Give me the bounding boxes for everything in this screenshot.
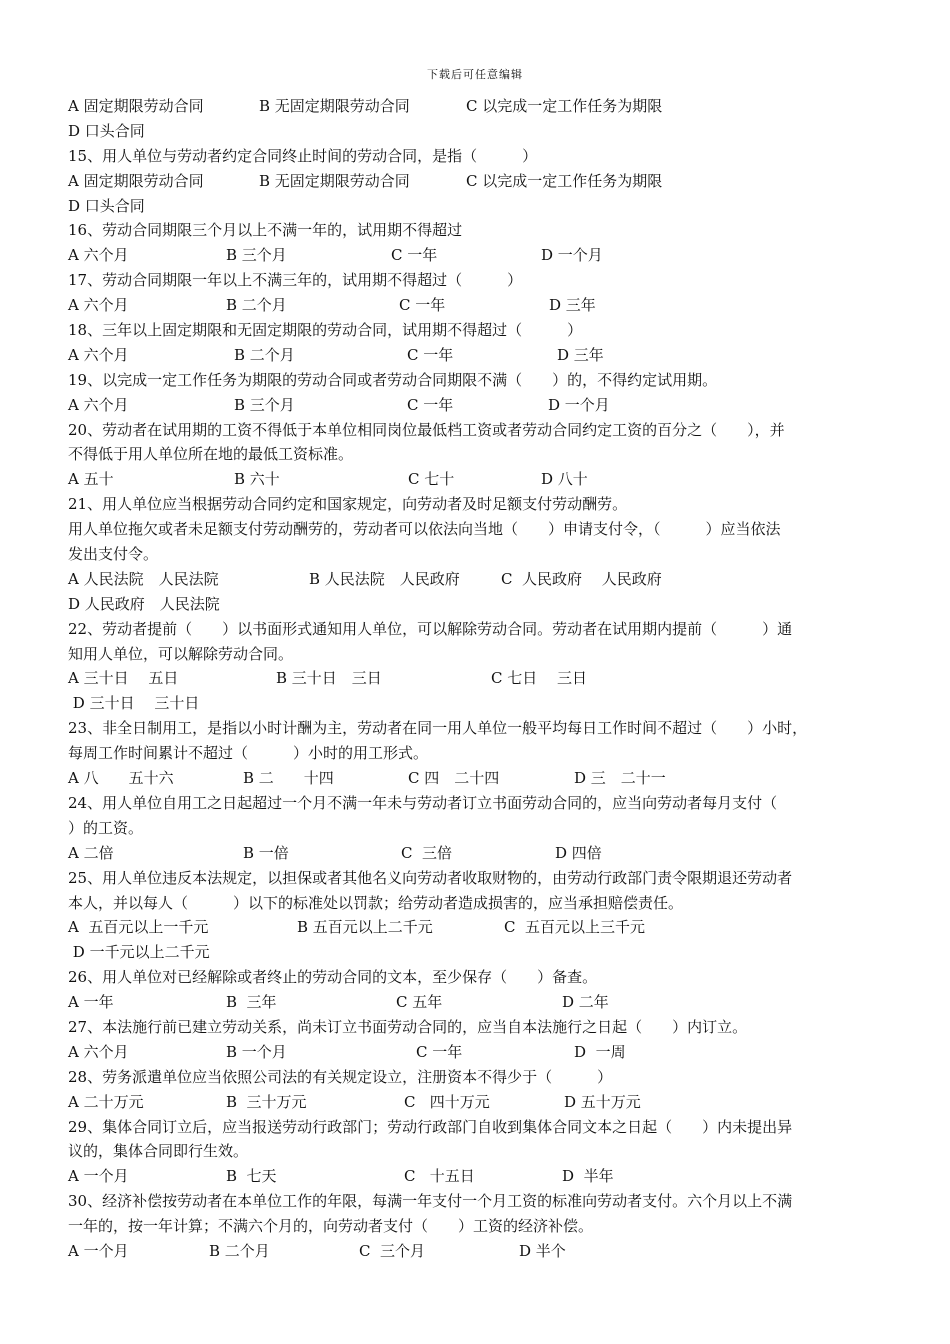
answer-option: D 三 二十一 bbox=[574, 769, 666, 788]
text-line: 不得低于用人单位所在地的最低工资标准。 bbox=[68, 445, 354, 464]
answer-option: B 五百元以上二千元 bbox=[297, 918, 433, 937]
text-line: D 人民政府 人民法院 bbox=[68, 594, 220, 613]
answer-option: C 人民政府 人民政府 bbox=[501, 569, 662, 588]
answer-options bbox=[68, 567, 888, 592]
answer-option: A 八 五十六 bbox=[68, 769, 174, 788]
text-line: 本人，并以每人（ ）以下的标准处以罚款；给劳动者造成损害的，应当承担赔偿责任。 bbox=[68, 893, 684, 912]
answer-option: A 一年 bbox=[68, 993, 114, 1012]
answer-option: C 三个月 bbox=[359, 1241, 426, 1260]
answer-option: C 七十 bbox=[408, 470, 455, 489]
answer-option: B 一个月 bbox=[226, 1042, 287, 1061]
answer-options bbox=[68, 1164, 888, 1189]
answer-option: C 一年 bbox=[399, 296, 446, 315]
answer-option: C 以完成一定工作任务为期限 bbox=[466, 171, 663, 190]
answer-option: A 一个月 bbox=[68, 1241, 129, 1260]
text-line: 29、集体合同订立后，应当报送劳动行政部门；劳动行政部门自收到集体合同文本之日起（ ）内未提出异 bbox=[68, 1117, 793, 1136]
answer-option: D 一个月 bbox=[548, 395, 610, 414]
answer-options bbox=[68, 990, 888, 1015]
answer-option: A 固定期限劳动合同 bbox=[68, 171, 204, 190]
answer-option: B 七天 bbox=[226, 1167, 277, 1186]
answer-option: A 五十 bbox=[68, 470, 114, 489]
answer-option: B 二个月 bbox=[226, 296, 287, 315]
answer-option: C 五年 bbox=[396, 993, 443, 1012]
answer-option: B 六十 bbox=[234, 470, 280, 489]
answer-option: C 一年 bbox=[407, 395, 454, 414]
text-line: 议的，集体合同即行生效。 bbox=[68, 1142, 249, 1161]
answer-option: A 固定期限劳动合同 bbox=[68, 97, 204, 115]
answer-options bbox=[68, 343, 888, 368]
text-line: 26、用人单位对已经解除或者终止的劳动合同的文本，至少保存（ ）备查。 bbox=[68, 968, 598, 987]
text-line: 用人单位拖欠或者未足额支付劳动酬劳的，劳动者可以依法向当地（ ）申请支付令，（ ）应当依法 bbox=[68, 520, 781, 539]
answer-options bbox=[68, 1090, 888, 1115]
answer-option: D 二年 bbox=[562, 993, 609, 1012]
answer-options bbox=[68, 467, 888, 492]
answer-option: C 一年 bbox=[416, 1042, 463, 1061]
answer-option: A 二十万元 bbox=[68, 1092, 144, 1111]
answer-option: A 人民法院 人民法院 bbox=[68, 569, 219, 588]
answer-option: D 三年 bbox=[557, 345, 604, 364]
answer-option: A 六个月 bbox=[68, 246, 129, 265]
answer-option: C 三倍 bbox=[401, 843, 453, 862]
answer-option: A 六个月 bbox=[68, 345, 129, 364]
answer-option: D 半个 bbox=[519, 1241, 566, 1260]
answer-options bbox=[68, 94, 888, 119]
answer-option: D 三年 bbox=[549, 296, 596, 315]
answer-option: B 三十日 三日 bbox=[276, 669, 382, 688]
text-line: D 口头合同 bbox=[68, 121, 145, 140]
answer-option: C 十五日 bbox=[404, 1167, 475, 1186]
text-line: 发出支付令。 bbox=[68, 545, 159, 564]
text-line: 17、劳动合同期限一年以上不满三年的，试用期不得超过（ ） bbox=[68, 271, 523, 290]
answer-option: A 二倍 bbox=[68, 843, 114, 862]
answer-option: B 人民法院 人民政府 bbox=[309, 569, 460, 588]
answer-option: D 半年 bbox=[562, 1167, 614, 1186]
text-line: 一年的，按一年计算；不满六个月的，向劳动者支付（ ）工资的经济补偿。 bbox=[68, 1217, 594, 1236]
text-line: 23、非全日制用工，是指以小时计酬为主，劳动者在同一用人单位一般平均每日工作时间不超过（ ）小时， bbox=[68, 719, 808, 738]
answer-option: D 五十万元 bbox=[564, 1092, 641, 1111]
text-line: 30、经济补偿按劳动者在本单位工作的年限，每满一年支付一个月工资的标准向劳动者支付。六个月以上不满 bbox=[68, 1192, 793, 1211]
page-header: 下载后可任意编辑 bbox=[427, 68, 523, 81]
answer-option: B 二 十四 bbox=[243, 769, 334, 788]
text-line: 21、用人单位应当根据劳动合同约定和国家规定，向劳动者及时足额支付劳动酬劳。 bbox=[68, 495, 628, 514]
text-line: 知用人单位，可以解除劳动合同。 bbox=[68, 644, 294, 663]
text-line: 28、劳务派遣单位应当依照公司法的有关规定设立，注册资本不得少于（ ） bbox=[68, 1067, 613, 1086]
answer-option: D 四倍 bbox=[555, 843, 602, 862]
answer-option: D 一个月 bbox=[541, 246, 603, 265]
text-line: 20、劳动者在试用期的工资不得低于本单位相同岗位最低档工资或者劳动合同约定工资的百分之（ ），并 bbox=[68, 420, 785, 439]
answer-options bbox=[68, 393, 888, 418]
answer-option: B 三个月 bbox=[226, 246, 287, 265]
text-line: D 口头合同 bbox=[68, 196, 145, 215]
text-line: D 一千元以上二千元 bbox=[68, 943, 210, 962]
answer-option: A 三十日 五日 bbox=[68, 669, 179, 688]
answer-option: B 三个月 bbox=[234, 395, 295, 414]
text-line: 25、用人单位违反本法规定，以担保或者其他名义向劳动者收取财物的，由劳动行政部门责令限期退还劳动者 bbox=[68, 868, 793, 887]
answer-option: C 四 二十四 bbox=[408, 769, 500, 788]
answer-option: A 六个月 bbox=[68, 395, 129, 414]
answer-option: B 一倍 bbox=[243, 843, 289, 862]
answer-option: C 一年 bbox=[391, 246, 438, 265]
text-line: 16、劳动合同期限三个月以上不满一年的，试用期不得超过 bbox=[68, 221, 463, 240]
answer-options bbox=[68, 293, 888, 318]
answer-option: C 七日 三日 bbox=[491, 669, 588, 688]
answer-option: B 无固定期限劳动合同 bbox=[259, 171, 410, 190]
answer-option: B 三年 bbox=[226, 993, 277, 1012]
text-line: D 三十日 三十日 bbox=[68, 694, 200, 713]
answer-option: C 四十万元 bbox=[404, 1092, 490, 1111]
answer-option: B 二个月 bbox=[209, 1241, 270, 1260]
answer-option: B 二个月 bbox=[234, 345, 295, 364]
text-line: 24、用人单位自用工之日起超过一个月不满一年未与劳动者订立书面劳动合同的，应当向劳动者每月支付（ bbox=[68, 793, 778, 812]
answer-option: C 一年 bbox=[407, 345, 454, 364]
answer-option: B 无固定期限劳动合同 bbox=[259, 97, 410, 115]
text-line: 19、以完成一定工作任务为期限的劳动合同或者劳动合同期限不满（ ）的，不得约定试用期。 bbox=[68, 370, 718, 389]
answer-option: B 三十万元 bbox=[226, 1092, 307, 1111]
answer-option: A 五百元以上一千元 bbox=[68, 918, 209, 937]
exam-content bbox=[68, 94, 888, 1264]
answer-options bbox=[68, 243, 888, 268]
answer-options bbox=[68, 1239, 888, 1264]
answer-options bbox=[68, 766, 888, 791]
answer-option: D 八十 bbox=[541, 470, 588, 489]
answer-option: A 一个月 bbox=[68, 1167, 129, 1186]
answer-options bbox=[68, 1040, 888, 1065]
answer-option: C 五百元以上三千元 bbox=[504, 918, 646, 937]
text-line: 15、用人单位与劳动者约定合同终止时间的劳动合同，是指（ ） bbox=[68, 146, 538, 165]
answer-options bbox=[68, 169, 888, 194]
text-line: 27、本法施行前已建立劳动关系，尚未订立书面劳动合同的，应当自本法施行之日起（ ）内订立。 bbox=[68, 1017, 748, 1036]
text-line: ）的工资。 bbox=[68, 818, 144, 837]
answer-options bbox=[68, 915, 888, 940]
text-line: 18、三年以上固定期限和无固定期限的劳动合同，试用期不得超过（ ） bbox=[68, 321, 583, 340]
answer-options bbox=[68, 841, 888, 866]
answer-option: D 一周 bbox=[574, 1042, 626, 1061]
answer-option: A 六个月 bbox=[68, 296, 129, 315]
answer-option: C 以完成一定工作任务为期限 bbox=[466, 97, 663, 115]
text-line: 每周工作时间累计不超过（ ）小时的用工形式。 bbox=[68, 744, 429, 763]
answer-option: A 六个月 bbox=[68, 1042, 129, 1061]
text-line: 22、劳动者提前（ ）以书面形式通知用人单位，可以解除劳动合同。劳动者在试用期内提前（ ）通 bbox=[68, 619, 793, 638]
answer-options bbox=[68, 666, 888, 691]
